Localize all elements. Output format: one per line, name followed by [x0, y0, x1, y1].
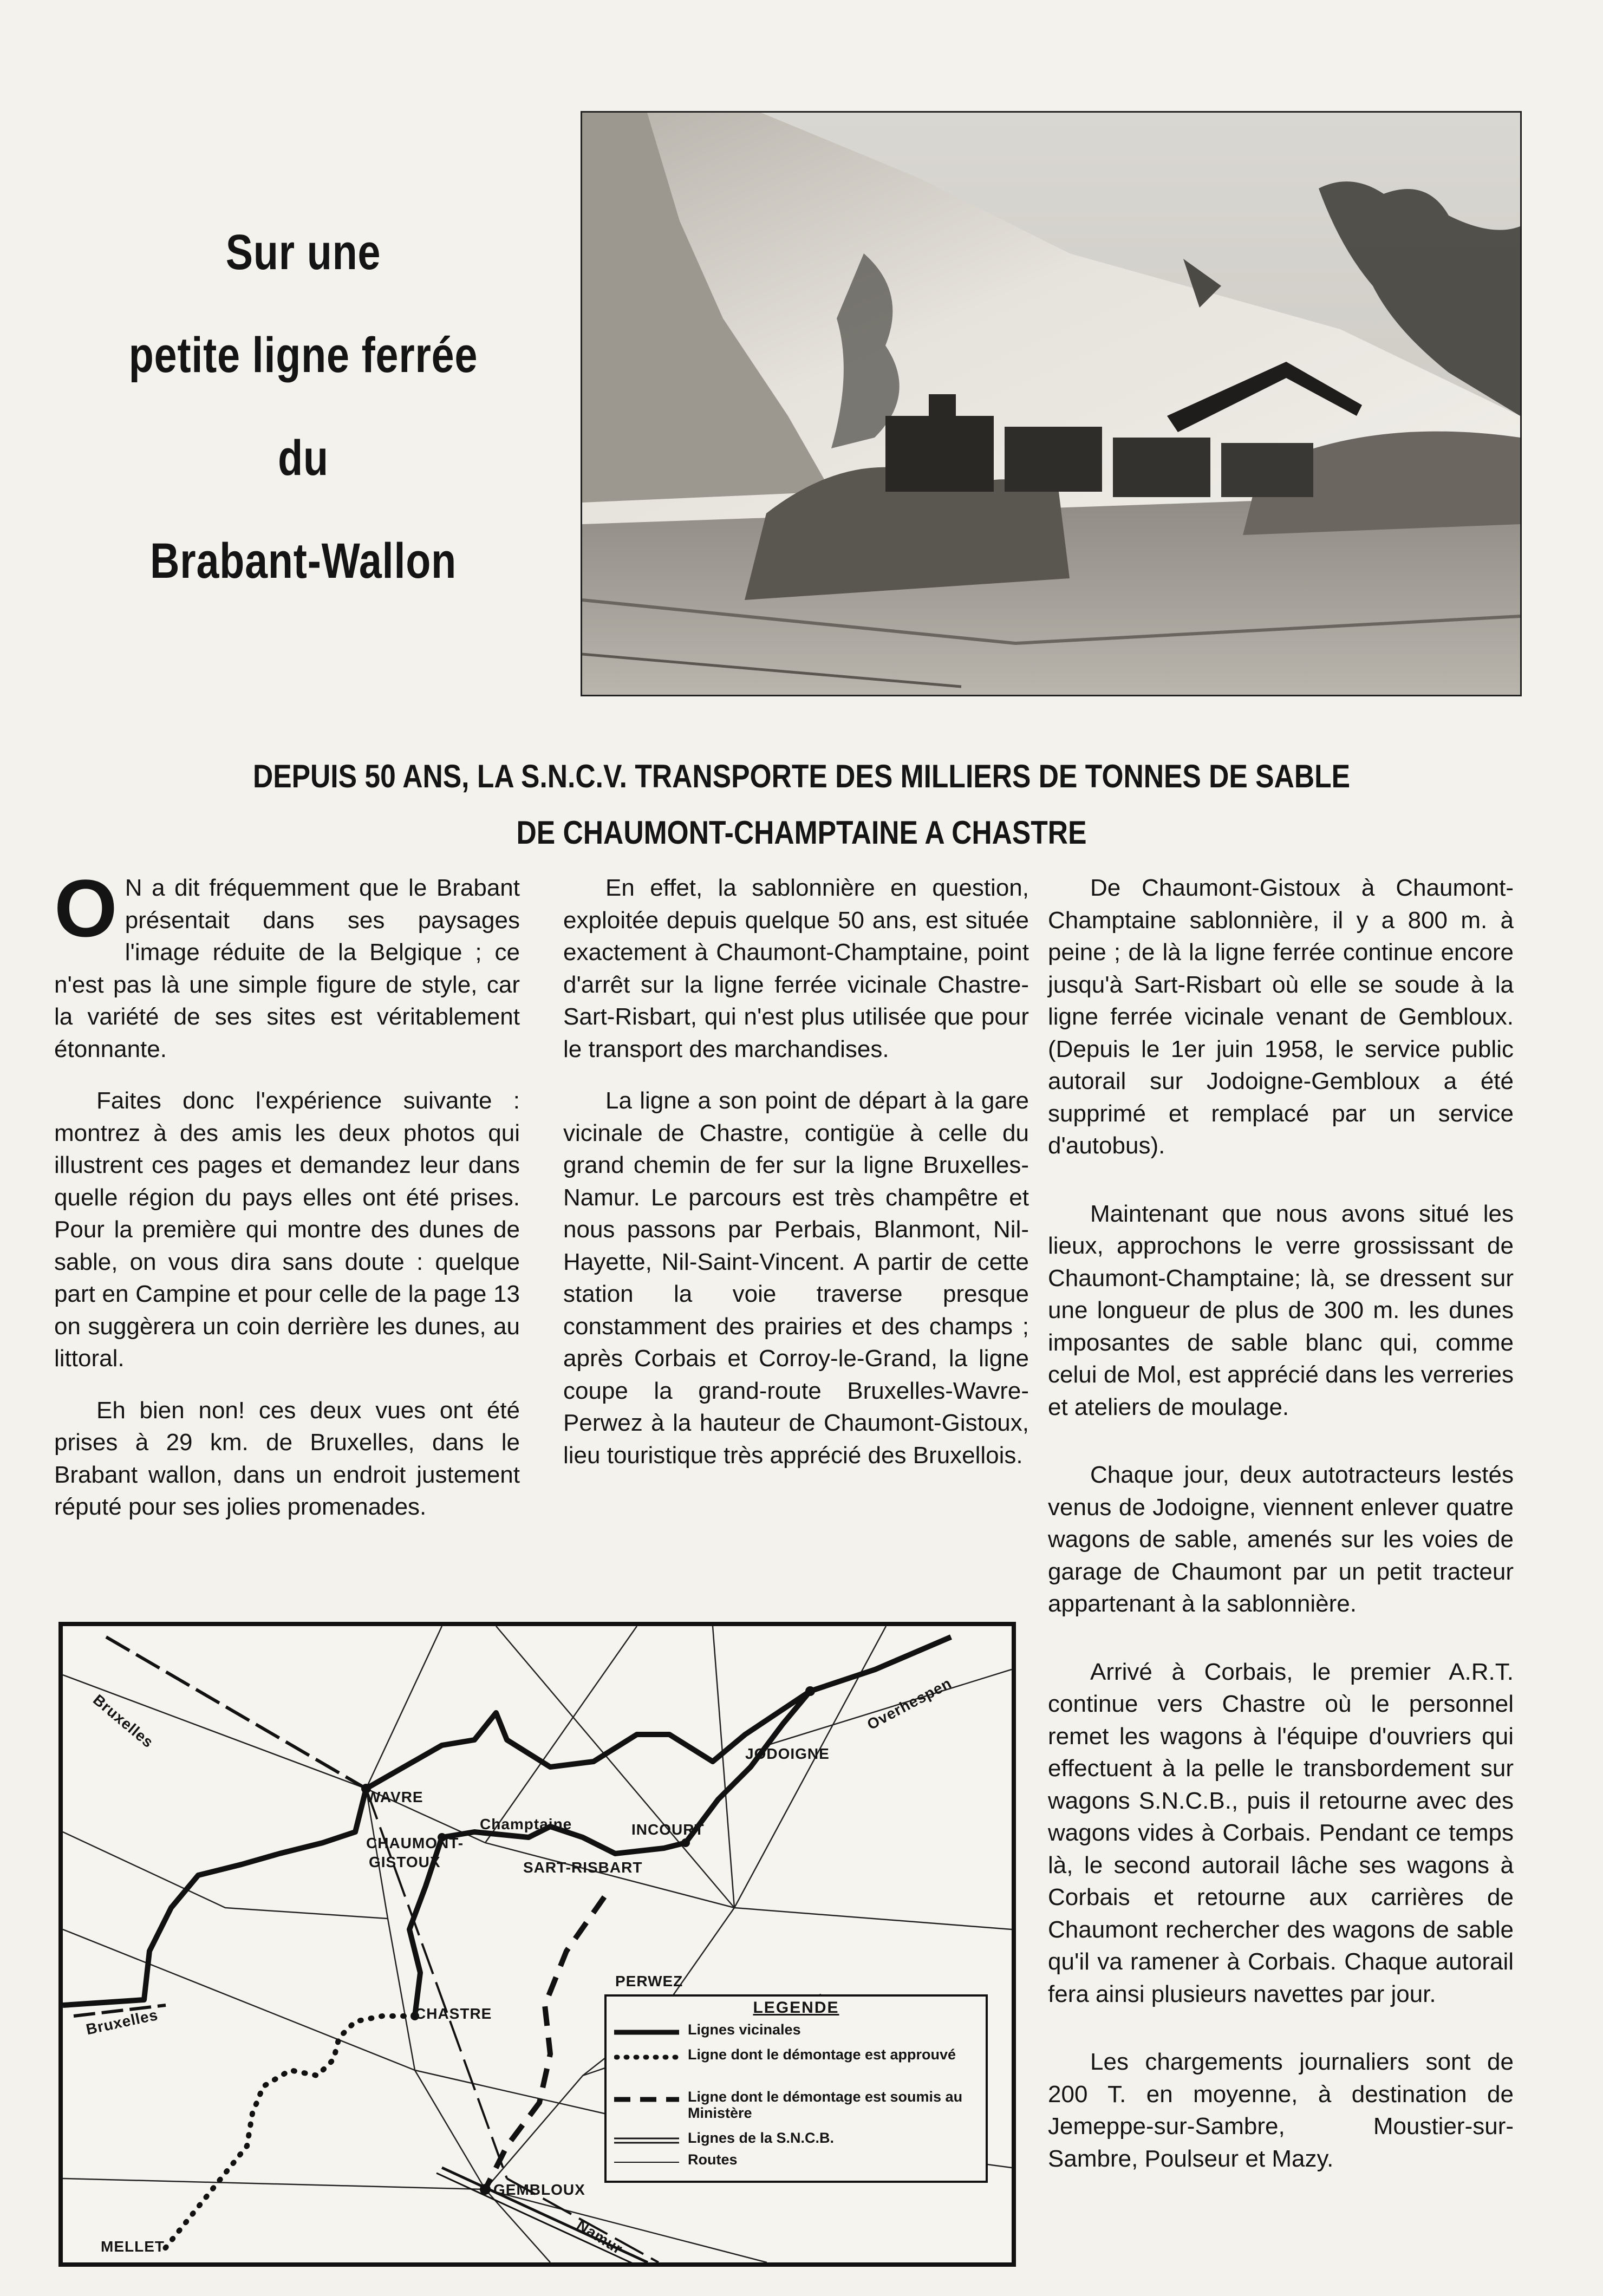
railway-map	[58, 1622, 1016, 2267]
legend-label: Lignes vicinales	[688, 2021, 801, 2038]
text-column-1	[54, 863, 520, 1543]
legend-label: Lignes de la S.N.C.B.	[688, 2130, 835, 2146]
map-label-perwez: PERWEZ	[615, 1973, 683, 1990]
legend-label: Ligne dont le démontage est approuvé	[688, 2046, 956, 2063]
sncb-lines	[74, 1637, 659, 2262]
map-label-bruxelles-top: Bruxelles	[90, 1691, 157, 1751]
paragraph: De Chaumont-Gistoux à Chaumont-Champtaine sablonnière, il y a 800 m. à peine ; de là la ligne ferrée continue encore jusqu'à Sart-Risbart où elle se soude à la ligne ferrée vicinale venant de Gembloux. (Depuis le 1er juin 1958, le service public autorail sur Jodoigne-Gembloux a été supprimé et remplacé par un service d'autobus).	[1048, 875, 1514, 1159]
map-label-jodoigne: JODOIGNE	[745, 1745, 830, 1762]
legend-swatch-solid	[614, 2027, 679, 2038]
dismantle-submitted-line	[485, 1897, 604, 2189]
legend-title: LEGENDE	[753, 1999, 839, 2017]
legend-swatch-double	[614, 2135, 679, 2146]
paragraph: Chaque jour, deux autotracteurs lestés venus de Jodoigne, viennent enlever quatre wagons de sable, amenés sur les voies de garage de Chaumont par un petit tracteur appartenant à la sablonnière.	[1048, 1462, 1514, 1617]
headline-line-1: DEPUIS 50 ANS, LA S.N.C.V. TRANSPORTE DES MILLIERS DE TONNES DE SABLE	[252, 758, 1351, 794]
paragraph: Arrivé à Corbais, le premier A.R.T. continue vers Chastre où le personnel remet les wagons à l'équipe d'ouvriers qui effectuent à la pelle le transbordement sur wagons S.N.C.B., puis il retourne avec des wagons vides à Corbais. Pendant ce temps là, le second autorail lâche ses wagons à Corbais et retourne aux carrières de Chaumont rechercher des wagons de sable qu'il va ramener à Corbais. Chaque autorail fera ainsi plusieurs navettes par jour.	[1048, 1658, 1514, 2007]
map-label-overhespen: Overhespen	[864, 1674, 955, 1733]
title-line-1: Sur une	[225, 225, 381, 280]
paragraph: Faites donc l'expérience suivante : montrez à des amis les deux photos qui illustrent ces pages et demandez leur dans quelle région du pays elles ont été prises. Pour la première qui montre des dunes de sable, on vous dira sans doute : quelque part en Campine et pour celle de la page 13 on suggèrera un coin derrière les dunes, au littoral.	[54, 1087, 520, 1372]
map-label-sart-risbart: SART-RISBART	[523, 1859, 643, 1876]
map-label-gembloux: GEMBLOUX	[493, 2181, 585, 2198]
legend-swatch-dotted	[614, 2052, 679, 2063]
map-label-champtaine: Champtaine	[480, 1816, 572, 1832]
legend-item-approved	[607, 2046, 986, 2079]
map-label-bruxelles-left: Bruxelles	[84, 2006, 160, 2038]
drop-cap: O	[54, 863, 118, 954]
headline-line-2: DE CHAUMONT-CHAMPTAINE A CHASTRE	[516, 814, 1087, 851]
legend-item-submitted	[607, 2089, 986, 2121]
map-label-chaumont: CHAUMONT-	[366, 1835, 464, 1851]
title-line-3: du	[278, 430, 329, 486]
sand-dune-photo-illustration	[582, 113, 1520, 695]
map-label-incourt: INCOURT	[631, 1821, 705, 1838]
article-title	[43, 225, 563, 589]
title-line-2: petite ligne ferrée	[128, 328, 478, 383]
article-headline	[65, 748, 1538, 861]
paragraph	[54, 863, 520, 1065]
sand-quarry-photo	[581, 111, 1522, 696]
paragraph: Eh bien non! ces deux vues ont été prises à 29 km. de Bruxelles, dans le Brabant wallon, dans un endroit justement réputé pour ses jolies promenades.	[54, 1397, 520, 1520]
paragraph: La ligne a son point de départ à la gare vicinale de Chastre, contigüe à celle du grand chemin de fer sur la ligne Bruxelles-Namur. Le parcours est très champêtre et nous passons par Perbais, Blanmont, Nil-Hayette, Nil-Saint-Vincent. A partir de cette station la voie traverse presque constamment des prairies et des champs ; après Corbais et Corroy-le-Grand, la ligne coupe la grand-route Bruxelles-Wavre-Perwez à la hauteur de Chaumont-Gistoux, lieu touristique très apprécié des Bruxellois.	[563, 1087, 1029, 1469]
paragraph: En effet, la sablonnière en question, exploitée depuis quelque 50 ans, est située exactement à Chaumont-Champtaine, point d'arrêt sur la ligne ferrée vicinale Chastre-Sart-Risbart, qui n'est plus utilisée que pour le transport des marchandises.	[563, 875, 1029, 1062]
paragraph-text: N a dit fréquemment que le Brabant présentait dans ses paysages l'image réduite de la Belgique ; ce n'est pas là une simple figure de style, car la variété de ses sites est véritablement étonnante.	[54, 875, 520, 1062]
map-label-mellet: MELLET	[101, 2238, 165, 2255]
map-label-chastre: CHASTRE	[415, 2005, 492, 2022]
dismantle-approved-line	[160, 2016, 415, 2254]
legend-item-roads	[607, 2151, 986, 2184]
legend-label: Routes	[688, 2151, 738, 2168]
map-label-wavre: WAVRE	[366, 1789, 423, 1805]
text-column-3	[1048, 872, 1514, 2210]
text-column-2	[563, 872, 1029, 1491]
paragraph: Maintenant que nous avons situé les lieux, approchons le verre grossissant de Chaumont-Champtaine; là, se dressent sur une longueur de plus de 300 m. les dunes imposantes de sable blanc qui, comme celui de Mol, est apprécié dans les verreries et ateliers de moulage.	[1048, 1200, 1514, 1420]
legend-label: Ligne dont le démontage est soumis au Ministère	[688, 2089, 963, 2121]
map-label-namur: Namur	[574, 2216, 626, 2258]
map-legend	[604, 1994, 988, 2183]
map-label-gistoux: GISTOUX	[369, 1854, 441, 1870]
paragraph: Les chargements journaliers sont de 200 T. en moyenne, à destination de Jemeppe-sur-Sambre, Moustier-sur-Sambre, Poulseur et Mazy.	[1048, 2049, 1514, 2172]
legend-swatch-dashed	[614, 2094, 679, 2105]
legend-swatch-thin	[614, 2157, 679, 2168]
title-line-4: Brabant-Wallon	[149, 533, 457, 589]
